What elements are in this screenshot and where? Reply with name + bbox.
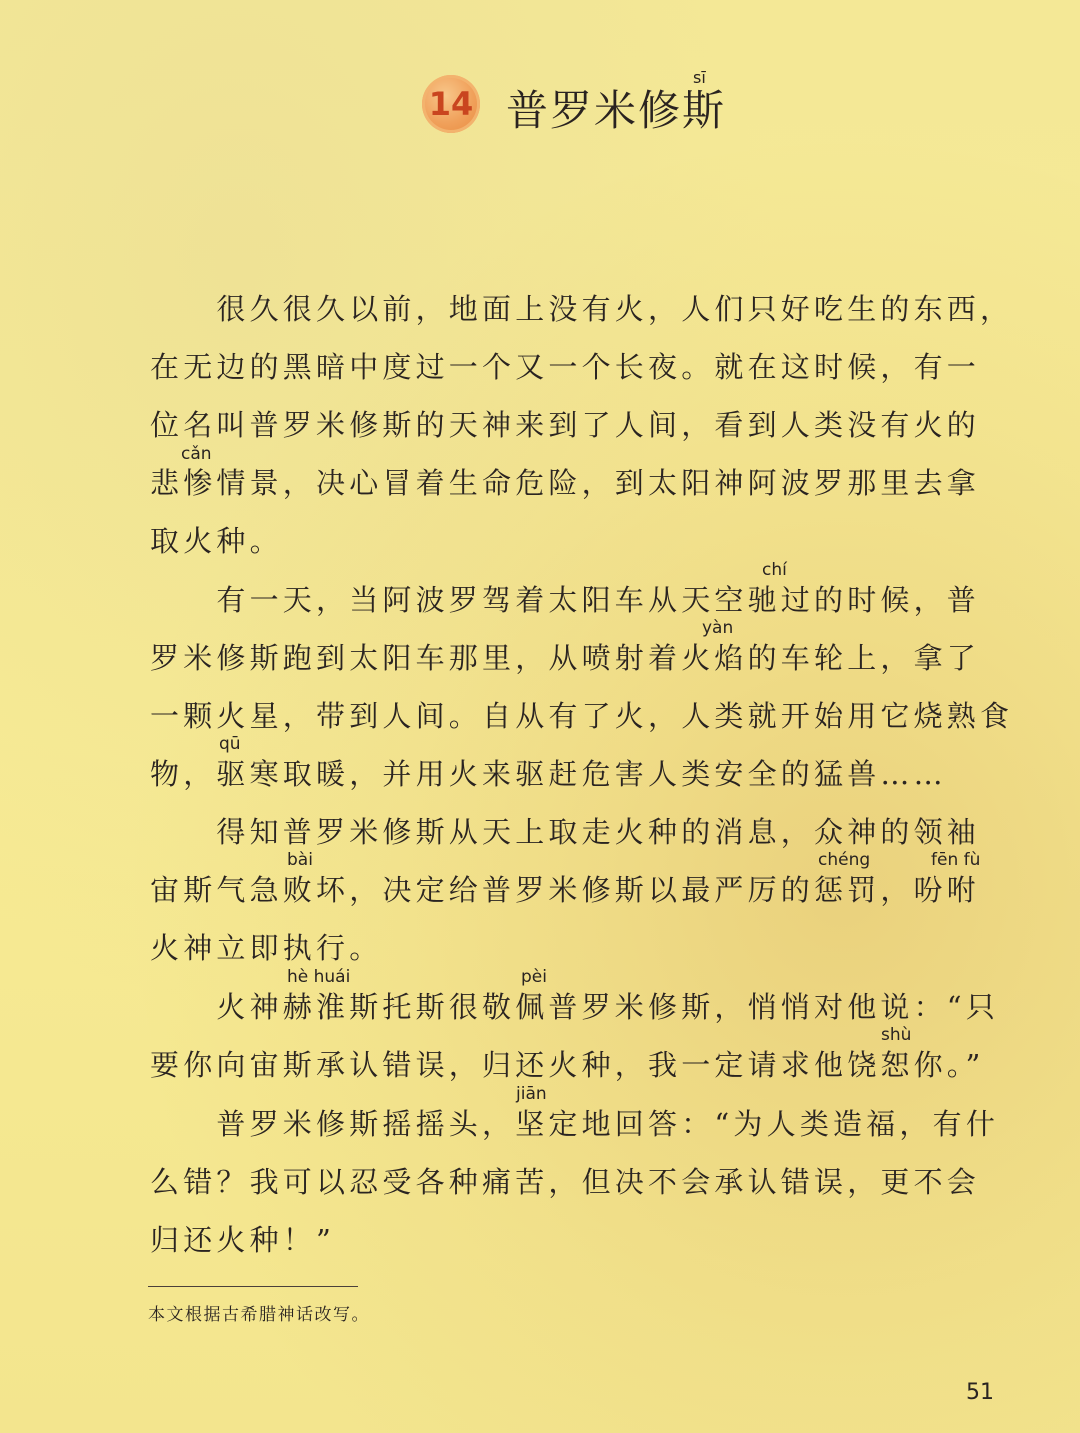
lesson-title: 普罗米修斯	[506, 86, 727, 135]
pinyin-annotation: fēn fù	[931, 850, 981, 870]
text-line: 有一天，当阿波罗驾着太阳车从天空驰过的时候，普	[150, 583, 981, 617]
pinyin-annotation: cǎn	[181, 444, 212, 464]
text-line: 一颗火星，带到人间。自从有了火，人类就开始用它烧熟食	[150, 699, 1014, 733]
lesson-header	[422, 62, 726, 146]
text-line: 位名叫普罗米修斯的天神来到了人间，看到人类没有火的	[150, 408, 981, 442]
text-line: 归还火种！”	[150, 1223, 336, 1257]
text-line: 宙斯气急败坏，决定给普罗米修斯以最严厉的惩罚，吩咐	[150, 873, 981, 907]
text-line: 火神立即执行。	[150, 931, 383, 965]
footnote-divider	[148, 1286, 358, 1287]
pinyin-annotation: hè huái	[287, 967, 351, 987]
title-pinyin: sī	[693, 68, 706, 87]
pinyin-annotation: pèi	[521, 967, 547, 987]
text-line: 要你向宙斯承认错误，归还火种，我一定请求他饶恕你。”	[150, 1048, 985, 1082]
text-line: 火神赫淮斯托斯很敬佩普罗米修斯，悄悄对他说：“只	[150, 990, 1000, 1024]
pinyin-annotation: qū	[219, 734, 241, 754]
text-line: 罗米修斯跑到太阳车那里，从喷射着火焰的车轮上，拿了	[150, 641, 981, 675]
pinyin-annotation: yàn	[702, 618, 734, 638]
lesson-title-block	[506, 68, 727, 135]
lesson-number: 14	[428, 85, 474, 123]
pinyin-annotation: bài	[287, 850, 313, 870]
text-line: 很久很久以前，地面上没有火，人们只好吃生的东西，	[150, 292, 1014, 326]
pinyin-annotation: jiān	[516, 1084, 547, 1104]
text-line: 在无边的黑暗中度过一个又一个长夜。就在这时候，有一	[150, 350, 981, 384]
pinyin-annotation: chí	[762, 560, 787, 580]
text-line: 物，驱寒取暖，并用火来驱赶危害人类安全的猛兽……	[150, 757, 947, 791]
footnote: 本文根据古希腊神话改写。	[148, 1305, 370, 1325]
pinyin-annotation: chéng	[818, 850, 871, 870]
text-line: 么错？我可以忍受各种痛苦，但决不会承认错误，更不会	[150, 1165, 981, 1199]
page-number: 51	[966, 1380, 994, 1405]
text-line: 得知普罗米修斯从天上取走火种的消息，众神的领袖	[150, 815, 981, 849]
text-line: 取火种。	[150, 524, 283, 558]
lesson-number-badge	[422, 75, 480, 133]
text-line: 悲惨情景，决心冒着生命危险，到太阳神阿波罗那里去拿	[150, 466, 981, 500]
text-line: 普罗米修斯摇摇头，坚定地回答：“为人类造福，有什	[150, 1107, 1000, 1141]
pinyin-annotation: shù	[881, 1025, 912, 1045]
